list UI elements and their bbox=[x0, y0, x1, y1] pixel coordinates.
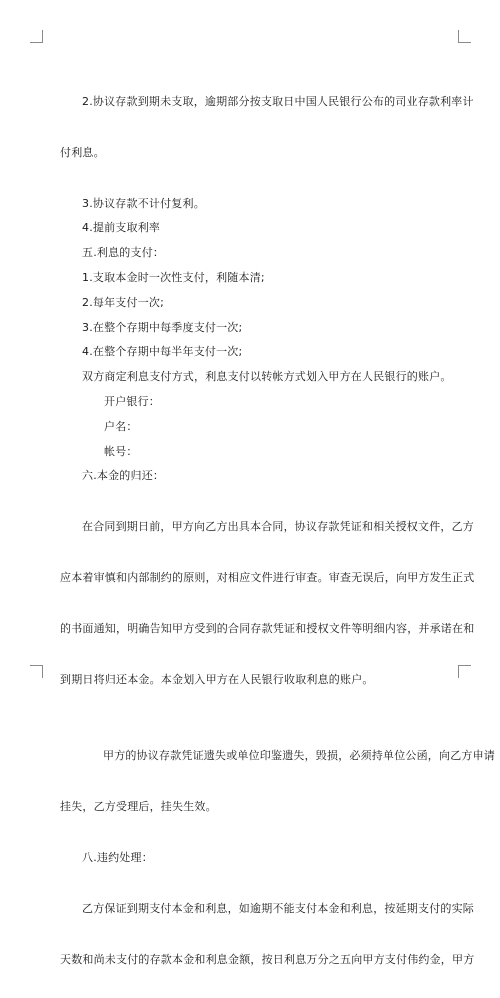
text-line: 付利息。 bbox=[60, 145, 105, 159]
section-8-heading: 八.违约处理： bbox=[82, 850, 153, 864]
text-line: 到期日将归还本金。本金划入甲方在人民银行收取利息的账户。 bbox=[60, 672, 374, 686]
text-line: 乙方保证到期支付本金和利息，如逾期不能支付本金和利息，按延期支付的实际 bbox=[82, 901, 474, 915]
text-line: 挂失，乙方受理后，挂失生效。 bbox=[60, 800, 217, 814]
payment-method-text: 双方商定利息支付方式，利息支付以转帐方式划入甲方在人民银行的账户。 bbox=[82, 370, 452, 384]
section-5-heading: 五.利息的支付： bbox=[82, 246, 165, 260]
account-name-field: 户名： bbox=[104, 419, 138, 433]
bank-name-field: 开户银行： bbox=[104, 394, 160, 408]
breach-paragraph bbox=[60, 871, 475, 998]
clause-2-overdue-interest bbox=[60, 64, 474, 192]
text-line: 甲方的协议存款凭证遗失或单位印鉴遗失，毁损，必须持单位公函，向乙方申请 bbox=[103, 749, 495, 763]
account-number-field: 帐号： bbox=[104, 444, 138, 458]
page-corner-top-left bbox=[30, 30, 43, 43]
text-line: 在合同到期日前，甲方向乙方出具本合同，协议存款凭证和相关授权文件，乙方 bbox=[82, 520, 474, 534]
section-6-heading: 六.本金的归还： bbox=[82, 469, 165, 483]
payment-option-1: 1.支取本金时一次性支付，利随本清; bbox=[82, 270, 265, 284]
payment-option-4: 4.在整个存期中每半年支付一次; bbox=[82, 345, 243, 359]
clause-3-no-compound: 3.协议存款不计付复利。 bbox=[82, 196, 205, 210]
text-line: 天数和尚未支付的存款本金和利息金额，按日利息万分之五向甲方支付伟约金，甲方 bbox=[60, 952, 475, 966]
text-line: 应本着审慎和内部制约的原则，对相应文件进行审查。审查无误后，向甲方发生正式 bbox=[60, 570, 475, 584]
payment-option-3: 3.在整个存期中每季度支付一次; bbox=[82, 320, 243, 334]
page-corner-bottom-right bbox=[458, 665, 471, 678]
payment-option-2: 2.每年支付一次; bbox=[82, 295, 165, 309]
page-corner-bottom-left bbox=[30, 665, 43, 678]
page-corner-top-right bbox=[458, 30, 471, 43]
clause-4-early-withdrawal: 4.提前支取利率 bbox=[82, 221, 161, 235]
certificate-loss-paragraph bbox=[60, 718, 495, 846]
document-body bbox=[60, 64, 495, 998]
text-line: 的书面通知，明确告知甲方受到的合同存款凭证和授权文件等明细内容，并承诺在和 bbox=[60, 621, 475, 635]
principal-return-paragraph bbox=[60, 489, 475, 718]
text-line: 2.协议存款到期未支取，逾期部分按支取日中国人民银行公布的司业存款利率计 bbox=[82, 95, 474, 108]
